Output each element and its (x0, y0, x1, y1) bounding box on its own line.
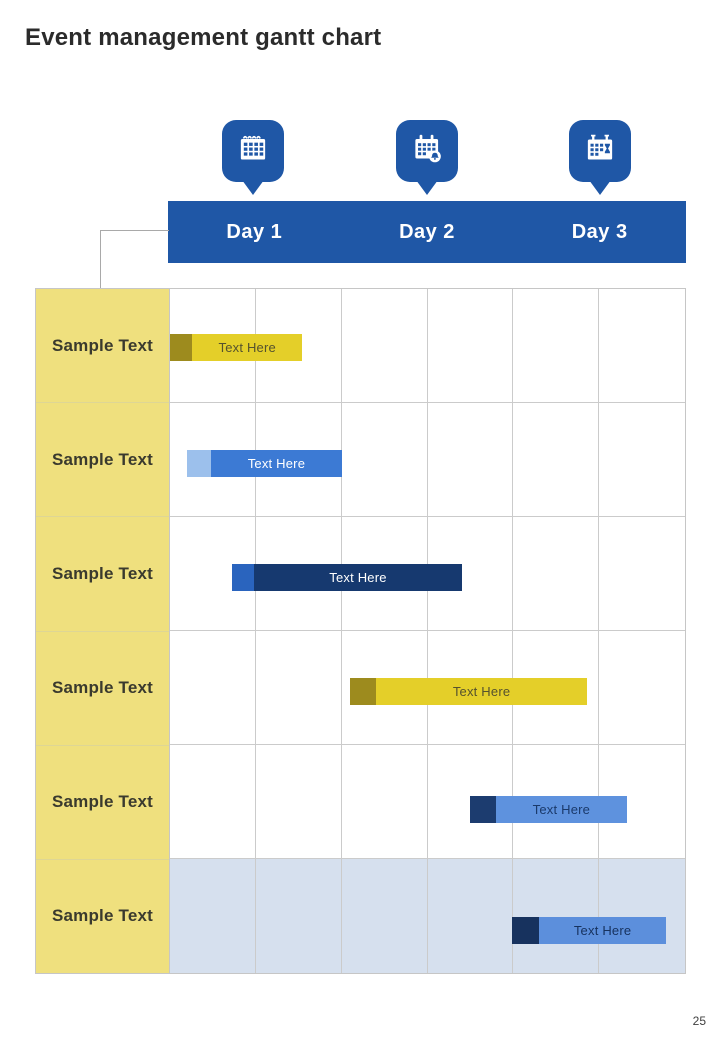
day-header-day3: Day 3 (571, 220, 628, 243)
grid-cell (513, 403, 599, 517)
calendar-icon (234, 130, 272, 173)
grid-cell (342, 745, 428, 859)
callout-tail (589, 180, 611, 195)
gantt-bar (170, 334, 302, 361)
grid-cell (256, 745, 342, 859)
grid-cell (513, 517, 599, 631)
grid-cell (170, 631, 256, 745)
grid-cell (599, 403, 685, 517)
task-row-label: Sample Text (36, 746, 169, 860)
gantt-bar (512, 917, 667, 944)
grid-cell (428, 289, 514, 403)
callout-bubble (569, 120, 631, 182)
day-header-day1: Day 1 (226, 220, 283, 243)
page-title: Event management gantt chart (25, 24, 382, 51)
gantt-grid (169, 289, 685, 973)
calendar-alert-icon (408, 130, 446, 173)
grid-cell (428, 859, 514, 973)
grid-cell (256, 631, 342, 745)
day-header-day2: Day 2 (399, 220, 455, 243)
grid-cell (513, 859, 599, 973)
callout-tail (242, 180, 264, 195)
grid-cell (256, 859, 342, 973)
grid-cell (513, 289, 599, 403)
calendar-hourglass-icon (581, 130, 619, 173)
task-row-label: Sample Text (36, 289, 169, 403)
gantt-gridlines (170, 289, 685, 973)
grid-cell (599, 517, 685, 631)
grid-cell (599, 289, 685, 403)
grid-cell (599, 859, 685, 973)
task-row-label: Sample Text (36, 517, 169, 631)
gantt-bar-leader (470, 796, 496, 823)
task-row-label: Sample Text (51, 906, 154, 926)
grid-cell (342, 859, 428, 973)
grid-cell (342, 289, 428, 403)
gantt-bar-leader (187, 450, 211, 477)
gantt-bar-label: Text Here (254, 564, 462, 591)
day-header-bar (168, 201, 686, 263)
gantt-bar-leader (350, 678, 376, 705)
grid-cell (599, 631, 685, 745)
grid-cell (428, 403, 514, 517)
callout-bubble (222, 120, 284, 182)
gantt-bar-label: Text Here (211, 450, 341, 477)
gantt-bar-label: Text Here (496, 796, 626, 823)
page-number: 25 (692, 1014, 706, 1028)
gantt-bar-leader (170, 334, 192, 361)
gantt-bar (350, 678, 587, 705)
callout-tail (416, 180, 438, 195)
gantt-bar (232, 564, 462, 591)
day3-callout (569, 120, 631, 182)
gantt-bar-leader (232, 564, 254, 591)
task-row-label: Sample Text (36, 403, 169, 517)
gantt-bar-label: Text Here (376, 678, 587, 705)
gantt-bar-label: Text Here (192, 334, 302, 361)
connector-line (100, 230, 169, 289)
task-label-column (36, 289, 169, 973)
gantt-bar (470, 796, 626, 823)
grid-cell (342, 403, 428, 517)
grid-cell (170, 745, 256, 859)
grid-cell (170, 859, 256, 973)
callout-bubble (396, 120, 458, 182)
day1-callout (222, 120, 284, 182)
gantt-bar (187, 450, 342, 477)
gantt-bar-leader (512, 917, 539, 944)
task-row-label: Sample Text (36, 632, 169, 746)
gantt-table (35, 288, 686, 974)
gantt-bar-label: Text Here (539, 917, 666, 944)
day2-callout (396, 120, 458, 182)
